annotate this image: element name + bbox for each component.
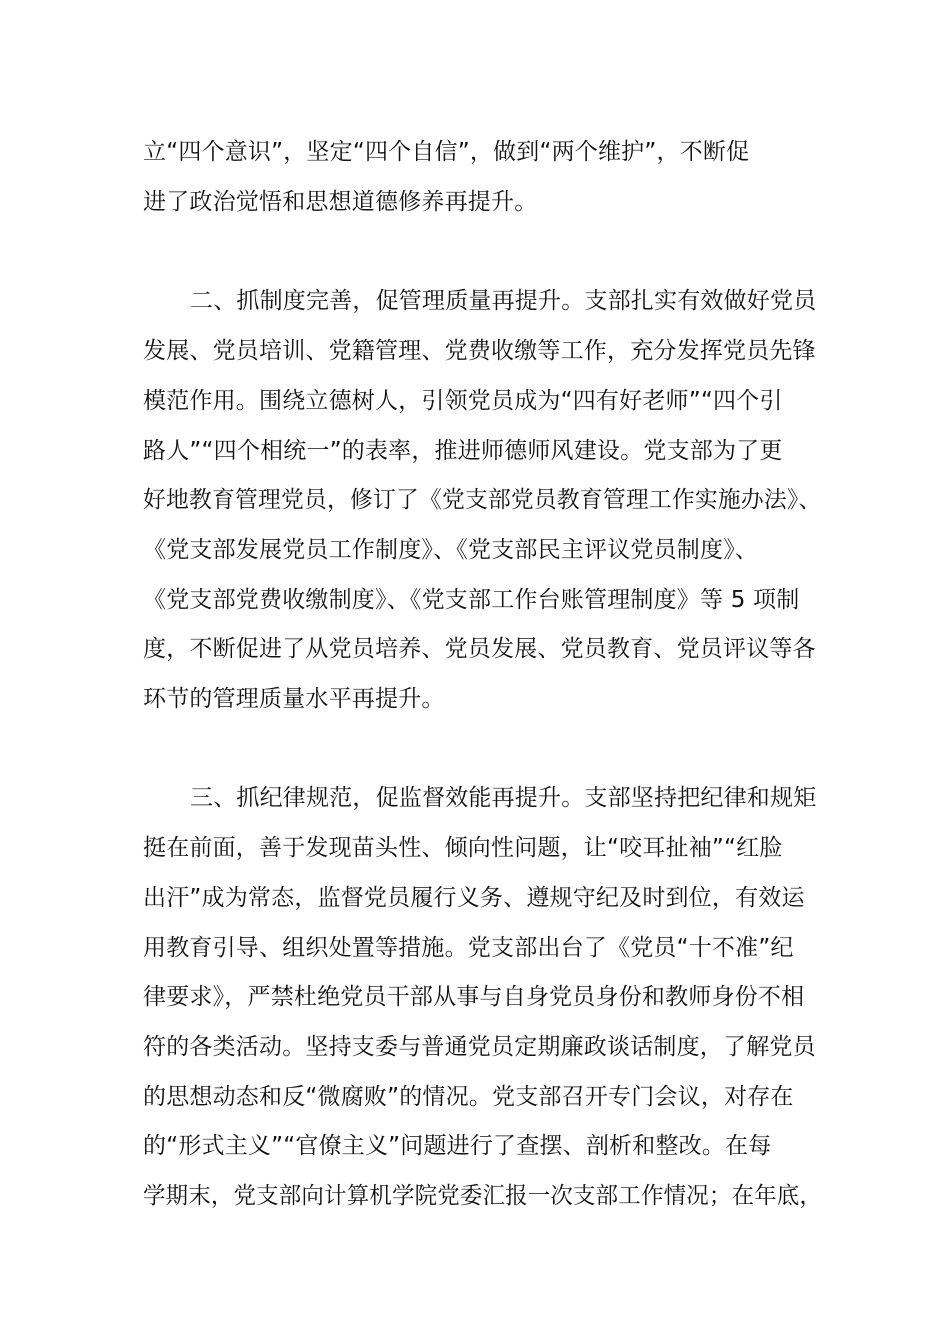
text-line: 好地教育管理党员，修订了《党支部党员教育管理工作实施办法》、 [143,487,822,513]
text-line: 模范作用。围绕立德树人，引领党员成为“四有好老师”“四个引 [143,388,783,414]
text-line: 律要求》，严禁杜绝党员干部从事与自身党员身份和教师身份不相 [143,984,805,1010]
text-line: 《党支部党费收缴制度》、《党支部工作台账管理制度》等 5 项制 [143,587,800,613]
text-line: 立“四个意识”，坚定“四个自信”，做到“两个维护”，不断促 [143,139,750,165]
text-line: 三、抓纪律规范，促监督效能再提升。支部坚持把纪律和规矩 [190,785,817,811]
text-line: 符的各类活动。坚持支委与普通党员定期廉政谈话制度，了解党员 [143,1034,816,1060]
text-line: 发展、党员培训、党籍管理、党费收缴等工作，充分发挥党员先锋 [143,338,816,364]
text-line: 《党支部发展党员工作制度》、《党支部民主评议党员制度》、 [143,537,759,563]
text-line: 用教育引导、组织处置等措施。党支部出台了《党员“十不准”纪 [143,935,794,961]
text-line: 度，不断促进了从党员培养、党员发展、党员教育、党员评议等各 [143,636,816,662]
text-line: 学期末，党支部向计算机学院党委汇报一次支部工作情况；在年底， [143,1183,823,1209]
text-line: 挺在前面，善于发现苗头性、倾向性问题，让“咬耳扯袖”“红脸 [143,835,783,861]
text-line: 出汗”成为常态，监督党员履行义务、遵规守纪及时到位，有效运 [143,885,805,911]
text-line: 二、抓制度完善，促管理质量再提升。支部扎实有效做好党员 [190,288,817,314]
text-line: 进了政治觉悟和思想道德修养再提升。 [143,189,538,215]
text-line: 路人”“四个相统一”的表率，推进师德师风建设。党支部为了更 [143,438,783,464]
text-line: 的“形式主义”“官僚主义”问题进行了查摆、剖析和整改。在每 [143,1133,772,1159]
text-line: 的思想动态和反“微腐败”的情况。党支部召开专门会议，对存在 [143,1084,794,1110]
text-line: 环节的管理质量水平再提升。 [143,686,445,712]
